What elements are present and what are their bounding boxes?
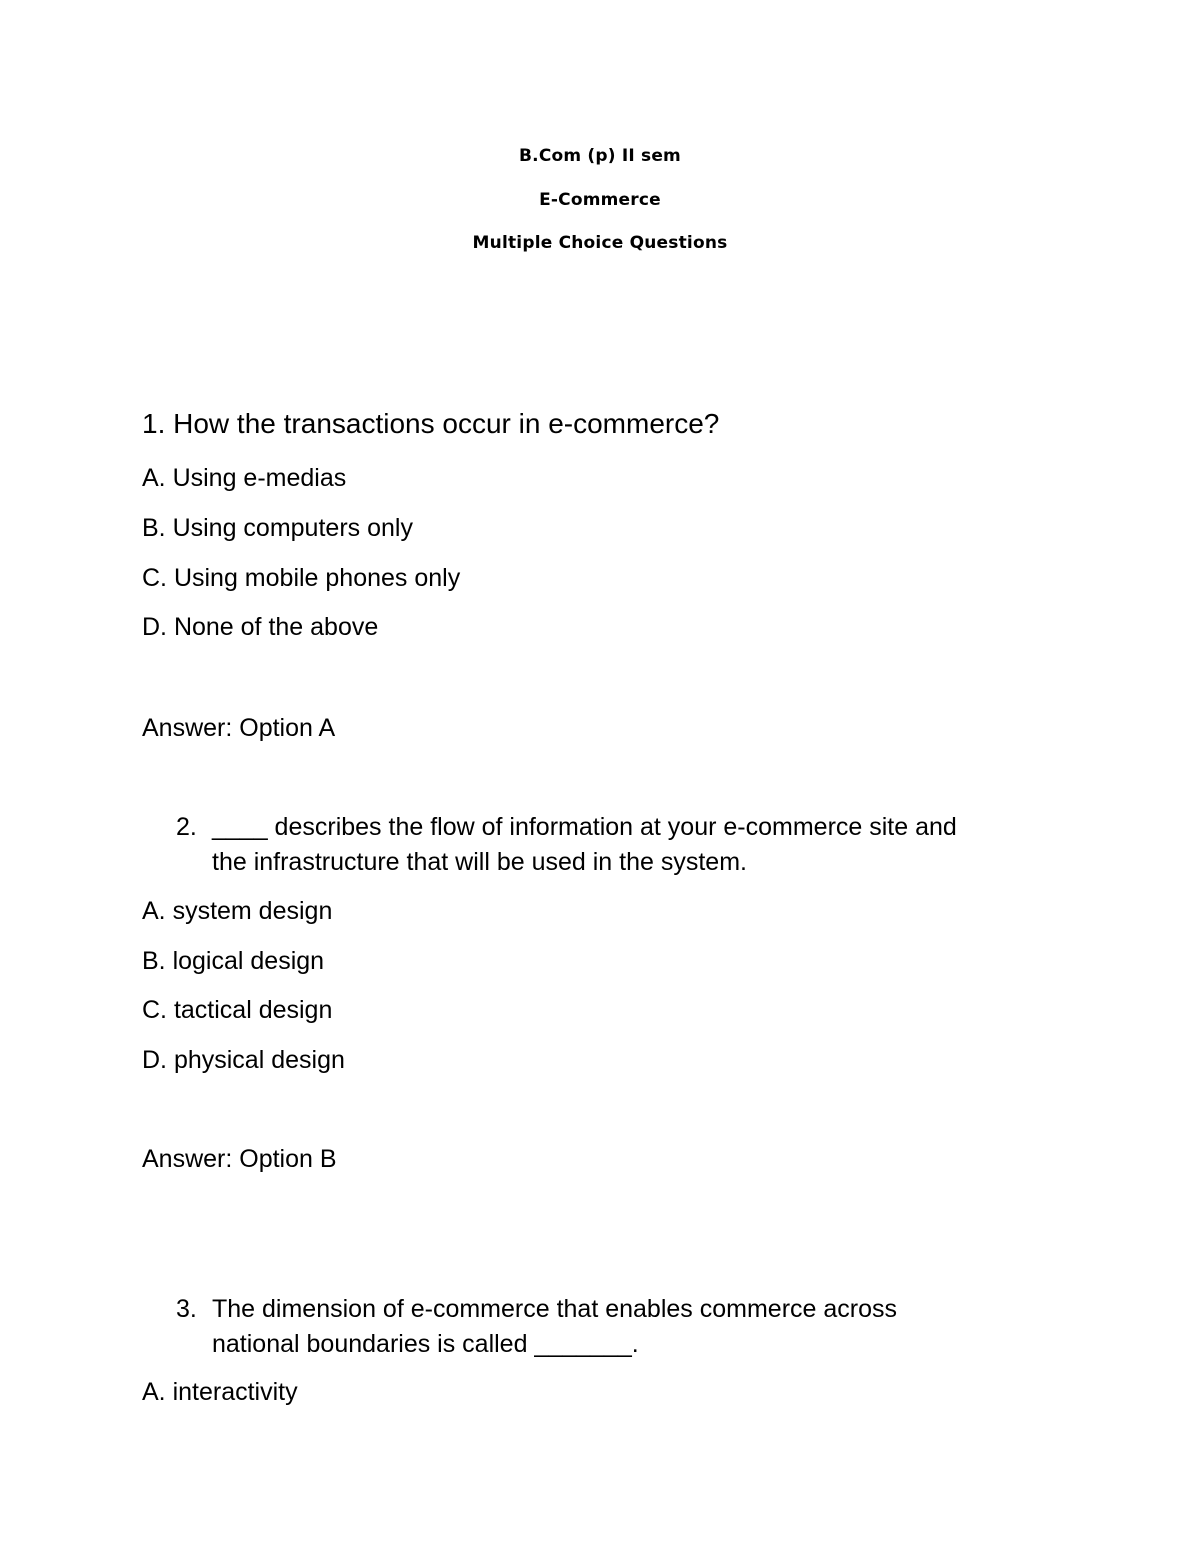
subject-title: E-Commerce xyxy=(539,190,661,210)
option-d: D. physical design xyxy=(142,1046,345,1074)
option-a: A. interactivity xyxy=(142,1378,298,1406)
question-number: 3. xyxy=(176,1295,197,1323)
option-a: A. Using e-medias xyxy=(142,464,347,492)
answer-1: Answer: Option A xyxy=(142,714,336,742)
question-text xyxy=(212,1292,1062,1362)
option-b: B. logical design xyxy=(142,947,325,975)
question-1 xyxy=(142,406,719,442)
question-text-line: ____ describes the flow of information at your e-commerce site and xyxy=(212,813,957,841)
option-a: A. system design xyxy=(142,897,333,925)
question-text-line: The dimension of e-commerce that enables commerce across xyxy=(212,1295,898,1323)
option-b: B. Using computers only xyxy=(142,514,413,542)
option-c: C. tactical design xyxy=(142,996,333,1024)
course-title: B.Com (p) II sem xyxy=(519,146,681,166)
document-title: Multiple Choice Questions xyxy=(472,233,728,253)
question-text-line: the infrastructure that will be used in the system. xyxy=(212,848,747,876)
question-text xyxy=(212,810,1062,880)
question-number: 1. xyxy=(142,408,166,439)
question-text: How the transactions occur in e-commerce? xyxy=(173,408,720,439)
question-text-line: national boundaries is called _______. xyxy=(212,1330,639,1358)
option-c: C. Using mobile phones only xyxy=(142,564,461,592)
option-d: D. None of the above xyxy=(142,613,379,641)
question-number: 2. xyxy=(176,813,197,841)
answer-2: Answer: Option B xyxy=(142,1145,337,1173)
